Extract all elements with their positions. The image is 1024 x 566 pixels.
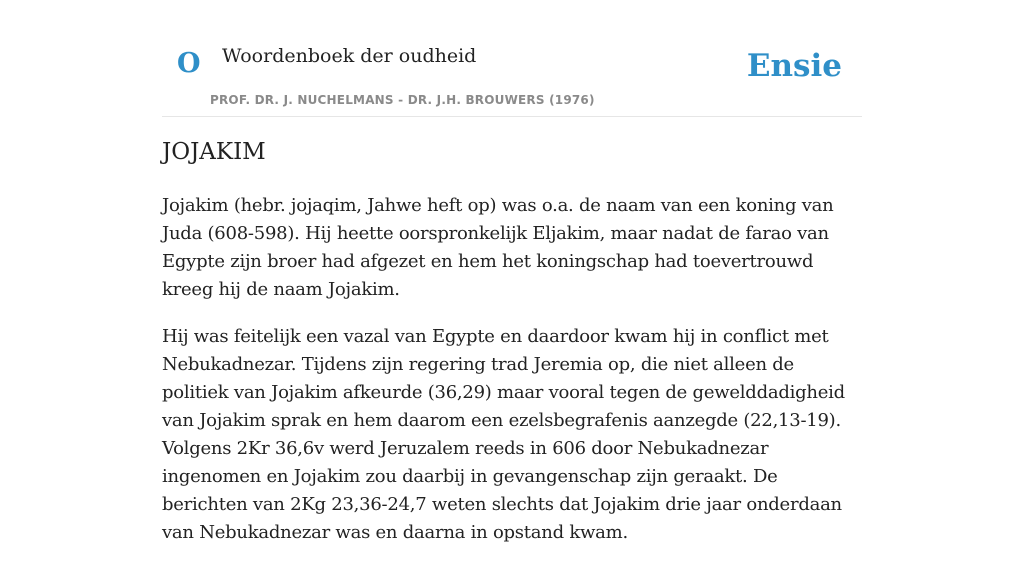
brand-logo[interactable]: Ensie	[746, 48, 842, 84]
book-authors: PROF. DR. J. NUCHELMANS - DR. J.H. BROUWERS (1976)	[210, 93, 595, 107]
entry-paragraph: Hij was feitelijk een vazal van Egypte en daardoor kwam hij in conflict met Nebukadnezar. Tijdens zijn regering trad Jeremia op, die niet alleen de politiek van Jojakim afkeurde (36,29) maar vooral tegen de gewelddadigheid van Jojakim sprak en hem daarom een ezelsbegrafenis aanzegde (22,13-19). Volgens 2Kr 36,6v werd Jeruzalem reeds in 606 door Nebukadnezar ingenomen en Jojakim zou daarbij in gevangenschap zijn geraakt. De berichten van 2Kg 23,36-24,7 weten slechts dat Jojakim drie jaar onderdaan van Nebukadnezar was en daarna in opstand kwam.	[162, 326, 845, 543]
book-title[interactable]: Woordenboek der oudheid	[222, 45, 477, 67]
book-header	[162, 0, 862, 117]
index-letter: O	[177, 48, 201, 79]
entry-body	[162, 192, 862, 566]
entry-paragraph: Jojakim (hebr. jojaqim, Jahwe heft op) was o.a. de naam van een koning van Juda (608-598). Hij heette oorspronkelijk Eljakim, maar nadat de farao van Egypte zijn broer had afgezet en hem het koningschap had toevertrouwd kreeg hij de naam Jojakim.	[162, 195, 834, 300]
content-container	[162, 0, 862, 543]
entry-title: JOJAKIM	[162, 139, 266, 165]
